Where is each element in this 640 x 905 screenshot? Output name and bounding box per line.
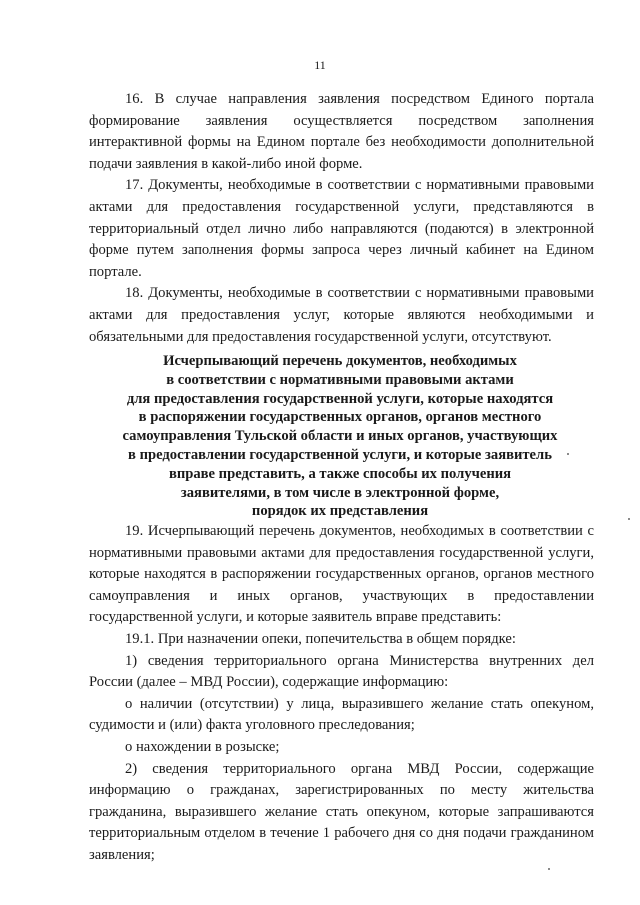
list-subitem-criminal-record: о наличии (отсутствии) у лица, выразившего желание стать опекуном, судимости и (или) факта уголовного преследования; [89,695,594,734]
paragraph-19: 19. Исчерпывающий перечень документов, необходимых в соответствии с нормативными правовыми актами для предоставления государственной услуги, которые находятся в распоряжении государственных органов, органов местного самоуправления и иных органов, участвующих в предоставлении государственной услуги, и которые заявитель вправе представить: [89,523,594,626]
heading-line: в предоставлении государственной услуги, и которые заявитель [128,446,552,463]
paragraph-18: 18. Документы, необходимые в соответствии с нормативными правовыми актами для предоставления услуг, которые являются необходимыми и обязательными для предоставления государственной услуги, отсутствуют. [89,285,594,345]
scan-speck [628,518,630,520]
list-subitem-wanted: о нахождении в розыске; [125,738,280,755]
heading-line: для предоставления государственной услуги, которые находятся [126,390,554,407]
paragraphs-top [89,89,594,348]
heading-line: вправе представить, а также способы их получения [168,465,512,482]
section-heading [80,352,600,521]
paragraph-17: 17. Документы, необходимые в соответствии с нормативными правовыми актами для предоставления государственной услуги, представляются в территориальный отдел лично либо направляются (подаются) в электронной форме путем заполнения формы запроса через личный кабинет на Едином портале. [89,177,594,280]
list-item-2: 2) сведения территориального органа МВД России, содержащие информацию о гражданах, зарегистрированных по месту жительства гражданина, выразившего желание стать опекуном, которые запрашиваются территориальным отделом в течение 1 рабочего дня со дня подачи гражданином заявления; [89,760,594,863]
heading-line: Исчерпывающий перечень документов, необходимых [163,353,517,369]
scan-speck [548,868,550,870]
scan-speck [567,453,569,455]
paragraph-19-1: 19.1. При назначении опеки, попечительства в общем порядке: [125,630,516,647]
page-number: 11 [314,58,326,72]
paragraphs-bottom [89,521,594,867]
heading-line: в соответствии с нормативными правовыми актами [166,371,514,388]
heading-line: заявителями, в том числе в электронной форме, [180,484,500,501]
heading-line: в распоряжении государственных органов, органов местного [138,409,542,426]
list-item-1: 1) сведения территориального органа Министерства внутренних дел России (далее – МВД России), содержащие информацию: [89,652,594,691]
heading-line: самоуправления Тульской области и иных органов, участвующих [122,428,558,445]
heading-line: порядок их представления [251,503,429,520]
paragraph-16: 16. В случае направления заявления посредством Единого портала формирование заявления осуществляется посредством заполнения интерактивной формы на Едином портале без необходимости дополнительной подачи заявления в какой-либо иной форме. [89,91,594,172]
